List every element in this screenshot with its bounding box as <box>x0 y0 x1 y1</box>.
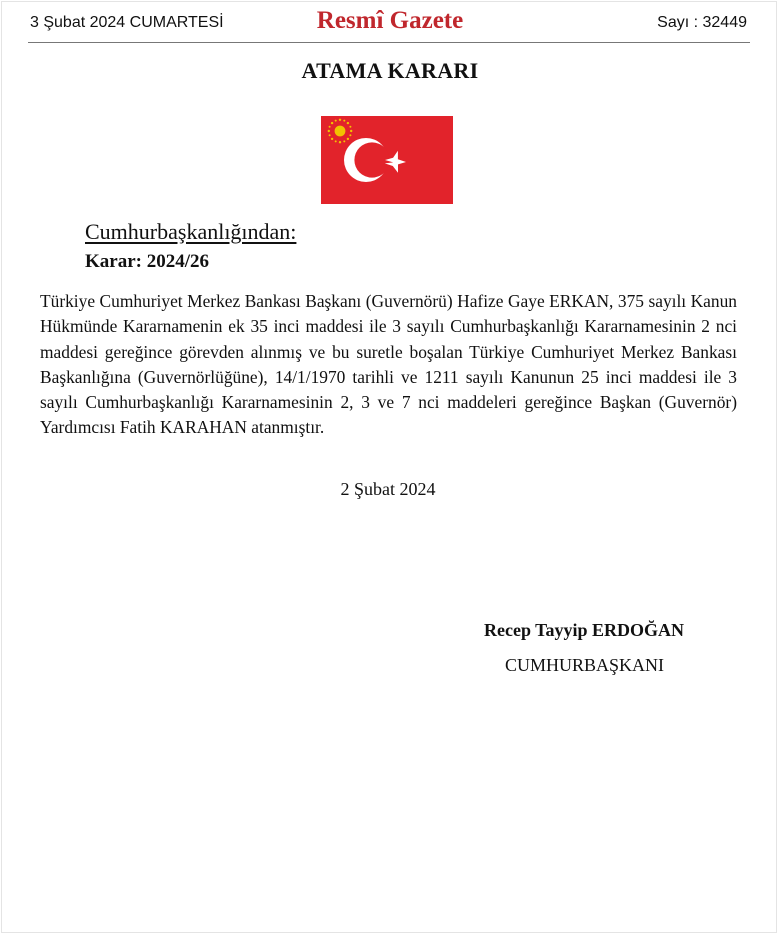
document-title: ATAMA KARARI <box>301 58 479 83</box>
signature-date: 2 Şubat 2024 <box>340 479 436 499</box>
decision-number: Karar: 2024/26 <box>85 251 210 272</box>
issuer-heading: Cumhurbaşkanlığından: <box>85 219 297 244</box>
signer-name: Recep Tayyip ERDOĞAN <box>484 620 685 640</box>
header-date: 3 Şubat 2024 CUMARTESİ <box>30 14 224 31</box>
signer-title: CUMHURBAŞKANI <box>505 655 665 675</box>
decision-body: Türkiye Cumhuriyet Merkez Bankası Başkanı (Guvernörü) Hafize Gaye ERKAN, 375 sayılı Kanun Hükmünde Kararnamenin ek 35 inci maddesi ile 3 sayılı Cumhurbaşkanlığı Kararnamesinin 2 nci maddesi gereğince görevden alınmış ve bu suretle boşalan Türkiye Cumhuriyet Merkez Bankası Başkanlığına (Guvernörlüğüne), 14/1/1970 tarihli ve 1211 sayılı Kanunun 25 inci maddesi ile 3 sayılı Cumhurbaşkanlığı Kararnamesinin 2, 3 ve 7 nci maddeleri gereğince Başkan (Guvernör) Yardımcısı Fatih KARAHAN atanmıştır. <box>40 291 737 438</box>
issue-number: Sayı : 32449 <box>657 14 747 31</box>
publication-title: Resmî Gazete <box>316 7 464 34</box>
header-divider <box>28 42 750 43</box>
presidential-flag-icon <box>321 116 453 204</box>
